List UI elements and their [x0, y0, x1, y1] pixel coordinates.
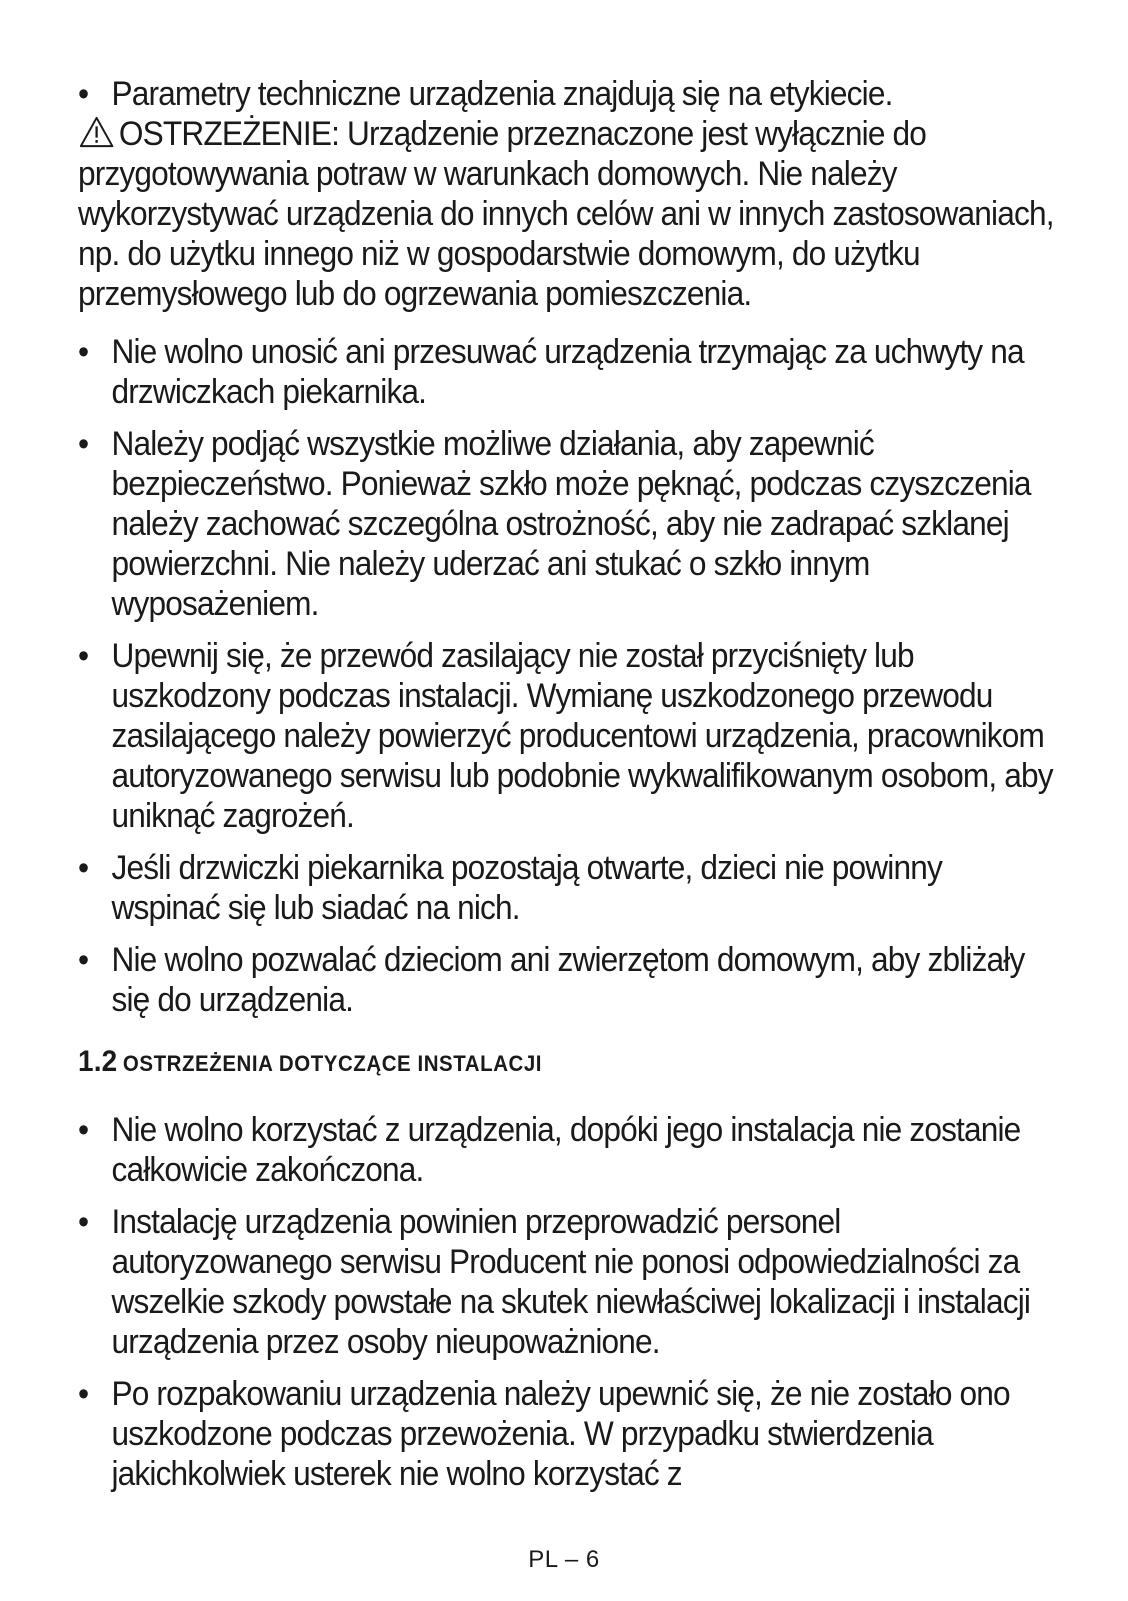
- warning-text: Urządzenie przeznaczone jest wyłącznie do przygotowywania potraw w warunkach domowych. Nie należy wykorzystywać urządzenia do innych celów ani w innych zastosowaniach, np. do użytku innego niż w gospodarstwie domowym, do użytku przemysłowego lub do ogrzewania pomieszczenia.: [78, 115, 1054, 313]
- bullet-text: Należy podjąć wszystkie możliwe działania, aby zapewnić bezpieczeństwo. Ponieważ szkło może pęknąć, podczas czyszczenia należy zachować szczególna ostrożność, aby nie zadrapać szklanej powierzchni. Nie należy uderzać ani stukać o szkło innym wyposażeniem.: [111, 425, 1031, 623]
- bullet-text: Nie wolno pozwalać dzieciom ani zwierzętom domowym, aby zbliżały się do urządzenia.: [111, 941, 1025, 1019]
- bullet-item: [78, 848, 1058, 928]
- section-heading: [78, 1042, 1058, 1084]
- bullet-text: Po rozpakowaniu urządzenia należy upewnić się, że nie zostało ono uszkodzone podczas przewożenia. W przypadku stwierdzenia jakichkolwiek usterek nie wolno korzystać z: [111, 1375, 1010, 1493]
- bullet-text: Instalację urządzenia powinien przeprowadzić personel autoryzowanego serwisu Producent nie ponosi odpowiedzialności za wszelkie szkody powstałe na skutek niewłaściwej lokalizacji i instalacji urządzenia przez osoby nieupoważnione.: [111, 1203, 1031, 1361]
- section-number: 1.2: [78, 1045, 118, 1078]
- page-number: PL – 6: [528, 1546, 600, 1573]
- bullet-text: Parametry techniczne urządzenia znajdują się na etykiecie.: [111, 75, 893, 113]
- bullet-item: [78, 332, 1058, 412]
- bullet-text: Nie wolno unosić ani przesuwać urządzenia trzymając za uchwyty na drzwiczkach piekarnika.: [111, 333, 1024, 411]
- bullet-item: [78, 1202, 1058, 1362]
- bullet-text: Nie wolno korzystać z urządzenia, dopóki jego instalacja nie zostanie całkowicie zakończona.: [111, 1111, 1021, 1189]
- bullet-text: Upewnij się, że przewód zasilający nie został przyciśnięty lub uszkodzony podczas instalacji. Wymianę uszkodzonego przewodu zasilającego należy powierzyć producentowi urządzenia, pracownikom autoryzowanego serwisu lub podobnie wykwalifikowanym osobom, aby uniknąć zagrożeń.: [111, 637, 1053, 835]
- bullet-item: [78, 940, 1058, 1020]
- page-content: [78, 74, 1058, 1506]
- bullet-text: Jeśli drzwiczki piekarnika pozostają otwarte, dzieci nie powinny wspinać się lub siadać na nich.: [111, 849, 942, 927]
- bullet-item: [78, 1110, 1058, 1190]
- warning-triangle-icon: [78, 116, 115, 148]
- warning-paragraph: [78, 114, 1058, 314]
- bullet-item: [78, 636, 1058, 836]
- section-title: OSTRZEŻENIA DOTYCZĄCE INSTALACJI: [122, 1051, 543, 1076]
- bullet-item: [78, 74, 1058, 114]
- bullet-item: [78, 424, 1058, 624]
- bullet-item: [78, 1374, 1058, 1494]
- warning-label: OSTRZEŻENIE:: [118, 115, 340, 153]
